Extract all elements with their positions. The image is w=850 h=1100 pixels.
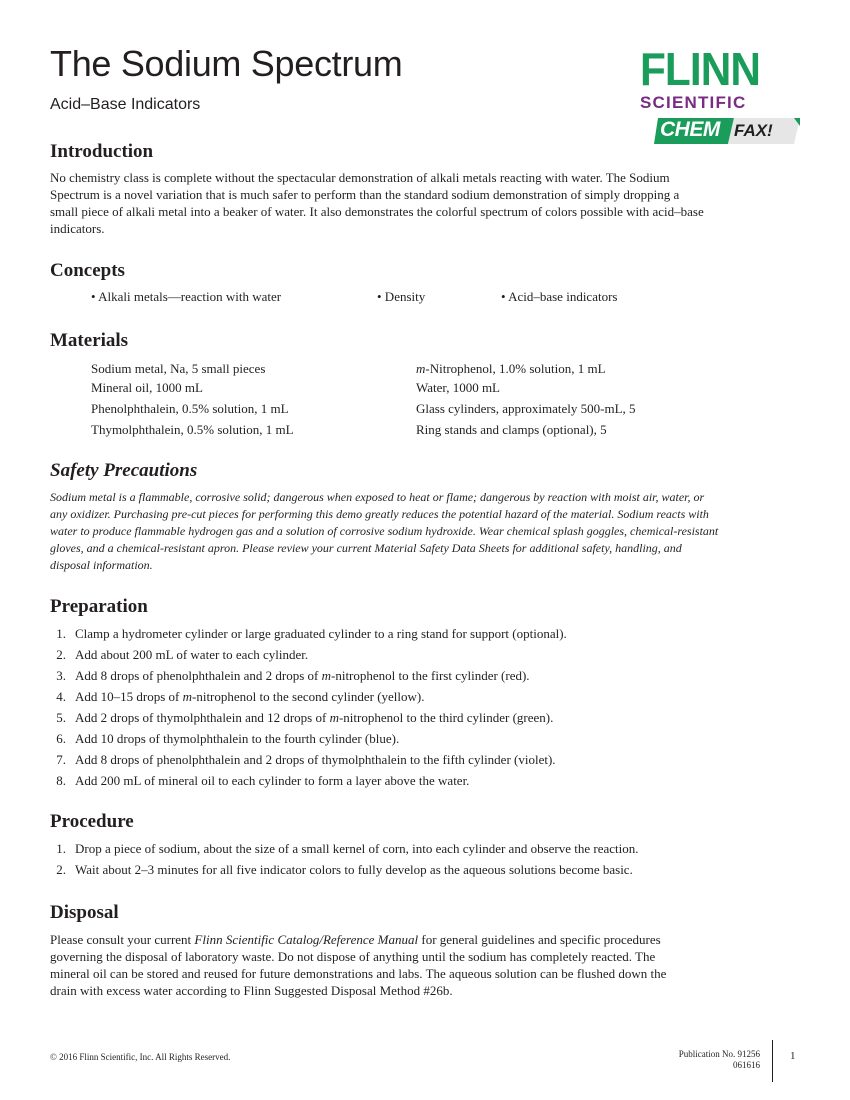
footer-divider — [772, 1040, 773, 1082]
safety-heading: Safety Precautions — [50, 460, 198, 481]
logo-scientific-text: SCIENTIFIC — [640, 93, 747, 112]
preparation-step — [50, 646, 810, 667]
disposal-line: drain with excess water according to Flinn Suggested Disposal Method #26b. — [50, 983, 453, 998]
preparation-step — [50, 730, 810, 751]
step-number: 1. — [56, 841, 66, 856]
material-text: -Nitrophenol, 1.0% solution, 1 mL — [425, 361, 606, 376]
catalog-title: Flinn Scientific Catalog/Reference Manual — [194, 932, 419, 947]
step-text: Add 8 drops of phenolphthalein and 2 drops of — [75, 668, 322, 683]
disposal-line: governing the disposal of laboratory waste. Do not dispose of anything until the sodium has completely reacted. The — [50, 949, 656, 964]
procedure-step — [50, 861, 810, 882]
italic-m: m — [416, 361, 426, 376]
flinn-logo — [640, 43, 802, 150]
concept-item: • Density — [377, 289, 426, 304]
safety-text — [50, 489, 800, 574]
step-text: Add 10 drops of thymolphthalein to the fourth cylinder (blue). — [75, 731, 400, 746]
step-text: Add about 200 mL of water to each cylinder. — [75, 647, 309, 662]
intro-line: Spectrum is a novel variation that is much safer to perform than the standard sodium demonstration of simply dropping a — [50, 187, 680, 202]
material-item: Mineral oil, 1000 mL — [91, 380, 203, 395]
step-number: 4. — [56, 689, 66, 704]
disposal-heading: Disposal — [50, 902, 119, 923]
material-item: Glass cylinders, approximately 500-mL, 5 — [416, 401, 636, 416]
logo-chem-text: CHEM — [660, 118, 720, 141]
step-text: Wait about 2–3 minutes for all five indicator colors to fully develop as the aqueous solutions become basic. — [75, 862, 633, 877]
disposal-text — [50, 931, 800, 999]
material-item: Phenolphthalein, 0.5% solution, 1 mL — [91, 401, 289, 416]
page-number: 1 — [790, 1050, 796, 1062]
preparation-steps — [50, 625, 810, 793]
step-number: 5. — [56, 710, 66, 725]
step-number: 1. — [56, 626, 66, 641]
step-number: 2. — [56, 647, 66, 662]
step-text: Add 8 drops of phenolphthalein and 2 drops of thymolphthalein to the fifth cylinder (violet). — [75, 752, 556, 767]
page-subtitle: Acid–Base Indicators — [50, 96, 201, 113]
safety-line: water to produce flammable hydrogen gas and a solution of corrosive sodium hydroxide. Wear chemical splash goggles, chemical-resistant — [50, 524, 719, 538]
step-text: -nitrophenol to the second cylinder (yellow). — [192, 689, 425, 704]
step-number: 6. — [56, 731, 66, 746]
material-item: Thymolphthalein, 0.5% solution, 1 mL — [91, 422, 294, 437]
step-number: 8. — [56, 773, 66, 788]
logo-fax-text: FAX! — [734, 121, 773, 140]
italic-m: m — [329, 710, 339, 725]
preparation-step — [50, 667, 810, 688]
materials-heading: Materials — [50, 330, 129, 351]
intro-line: indicators. — [50, 221, 105, 236]
preparation-step — [50, 772, 810, 793]
step-number: 2. — [56, 862, 66, 877]
material-item — [416, 360, 606, 377]
preparation-step — [50, 709, 810, 730]
disposal-line — [50, 931, 800, 948]
concepts-heading: Concepts — [50, 260, 125, 281]
intro-line: No chemistry class is complete without the spectacular demonstration of alkali metals reacting with water. The Sodium — [50, 170, 670, 185]
material-item: Ring stands and clamps (optional), 5 — [416, 422, 607, 437]
disposal-line: mineral oil can be stored and reused for future demonstrations and labs. The aqueous solution can be flushed down the — [50, 966, 667, 981]
step-text: Add 200 mL of mineral oil to each cylinder to form a layer above the water. — [75, 773, 470, 788]
procedure-steps — [50, 840, 810, 882]
material-item: Water, 1000 mL — [416, 380, 500, 395]
publication-code: 061616 — [733, 1060, 760, 1070]
step-number: 7. — [56, 752, 66, 767]
italic-m: m — [321, 668, 331, 683]
concept-item: • Acid–base indicators — [501, 289, 618, 304]
safety-line: any oxidizer. Purchasing pre-cut pieces for performing this demo greatly reduces the potential hazard of the material. Sodium reacts with — [50, 507, 709, 521]
step-text: -nitrophenol to the third cylinder (green). — [338, 710, 554, 725]
introduction-heading: Introduction — [50, 141, 154, 162]
preparation-step — [50, 751, 810, 772]
introduction-text — [50, 169, 800, 237]
publication-info — [600, 1049, 760, 1071]
disposal-text-span: for general guidelines and specific procedures — [418, 932, 661, 947]
procedure-step — [50, 840, 810, 861]
preparation-heading: Preparation — [50, 596, 148, 617]
intro-line: small piece of alkali metal into a beaker of water. It also demonstrates the colorful spectrum of colors possible with acid–base — [50, 204, 704, 219]
step-text: Add 10–15 drops of — [75, 689, 183, 704]
italic-m: m — [182, 689, 192, 704]
disposal-text-span: Please consult your current — [50, 932, 195, 947]
safety-line: gloves, and a chemical-resistant apron. Please review your current Material Safety Data Sheets for additional safety, handling, and — [50, 541, 682, 555]
material-item: Sodium metal, Na, 5 small pieces — [91, 361, 266, 376]
safety-line: disposal information. — [50, 558, 153, 572]
publication-number: Publication No. 91256 — [678, 1049, 760, 1059]
step-text: Clamp a hydrometer cylinder or large graduated cylinder to a ring stand for support (optional). — [75, 626, 567, 641]
page-title: The Sodium Spectrum — [50, 43, 403, 84]
preparation-step — [50, 688, 810, 709]
copyright-notice: © 2016 Flinn Scientific, Inc. All Rights Reserved. — [50, 1052, 231, 1062]
step-text: Add 2 drops of thymolphthalein and 12 drops of — [75, 710, 330, 725]
concept-item: • Alkali metals—reaction with water — [91, 289, 282, 304]
step-text: Drop a piece of sodium, about the size of a small kernel of corn, into each cylinder and observe the reaction. — [75, 841, 639, 856]
safety-line: Sodium metal is a flammable, corrosive solid; dangerous when exposed to heat or flame; dangerous by reaction with moist air, water, or — [50, 490, 705, 504]
procedure-heading: Procedure — [50, 811, 134, 832]
step-text: -nitrophenol to the first cylinder (red). — [331, 668, 530, 683]
logo-chemfax-badge — [654, 116, 794, 144]
step-number: 3. — [56, 668, 66, 683]
logo-flinn-text: FLINN — [640, 43, 760, 95]
preparation-step — [50, 625, 810, 646]
